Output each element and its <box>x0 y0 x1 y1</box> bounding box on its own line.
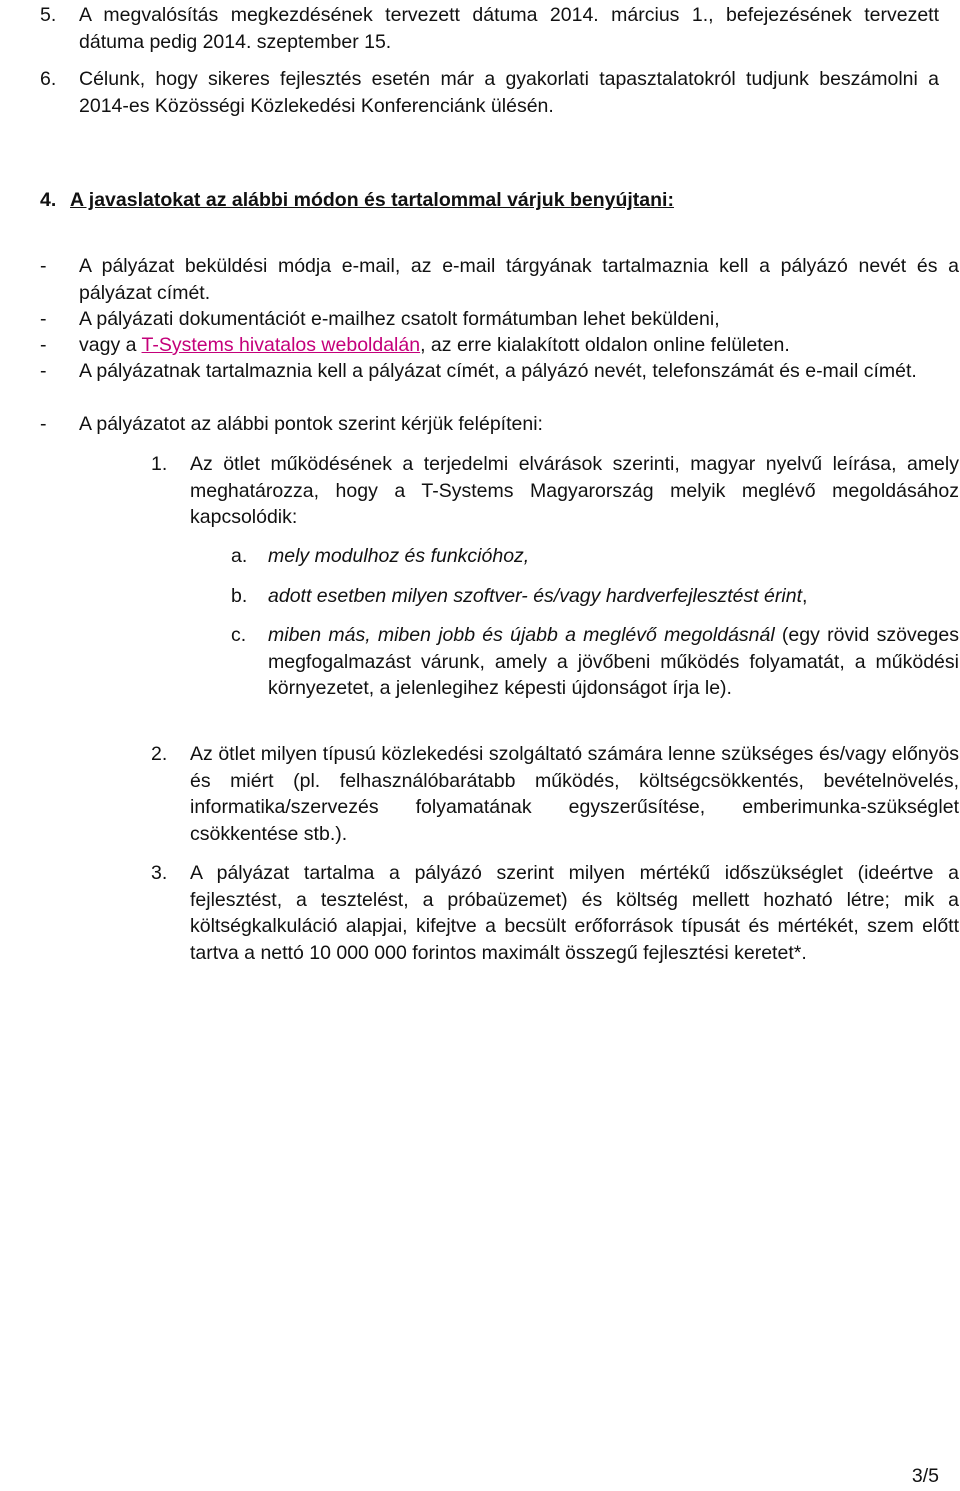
item-text: Célunk, hogy sikeres fejlesztés esetén már a gyakorlati tapasztalatokról tudjunk beszámolni a 2014-es Közösségi Közlekedési Konferenciánk ülésén. <box>79 68 939 117</box>
numbered-item-number: 3. <box>151 862 168 884</box>
bullet-dash: - <box>40 255 47 277</box>
bullet-dash: - <box>40 413 47 435</box>
lettered-item-text <box>268 583 959 610</box>
lettered-item-text <box>268 622 959 702</box>
numbered-item-text: Az ötlet működésének a terjedelmi elvárások szerinti, magyar nyelvű leírása, amely meghatározza, hogy a T-Systems Magyarország melyik meglévő megoldásához kapcsolódik: <box>190 453 959 528</box>
section-title: A javaslatokat az alábbi módon és tartalommal várjuk benyújtani: <box>70 189 674 211</box>
lettered-item-italic: mely modulhoz és funkcióhoz, <box>268 545 530 567</box>
bullet-dash: - <box>40 334 47 356</box>
lettered-item-letter: b. <box>231 585 248 607</box>
numbered-item-text: A pályázat tartalma a pályázó szerint milyen mértékű időszükséglet (ideértve a fejlesztést, a tesztelést, a próbaüzemet) és költség mellett hozható létre; mik a költségkalkuláció alapjai, kifejtve a becsült erőforrások típusát és mértékét, szem előtt tartva a nettó 10 000 000 forintos maximált összegű fejlesztési keretet*. <box>190 862 959 964</box>
tsystems-website-link[interactable]: T-Systems hivatalos weboldalán <box>141 334 421 356</box>
lettered-item-plain: , <box>801 585 808 607</box>
numbered-item-number: 2. <box>151 743 168 765</box>
lettered-item-text <box>268 543 959 570</box>
page-number: 3/5 <box>911 1465 939 1487</box>
bullet-text: A pályázatnak tartalmaznia kell a pályázat címét, a pályázó nevét, telefonszámát és e-mail címét. <box>79 360 917 382</box>
lettered-item-plain: (egy rövid szöveges megfogalmazást várunk, amely a jövőbeni működés folyamatát, a működési környezetet, a jelenlegihez képesti újdonságot írja le). <box>268 624 959 699</box>
lettered-item-italic: adott esetben milyen szoftver- és/vagy hardverfejlesztést érint <box>268 585 802 607</box>
bullet-dash: - <box>40 308 47 330</box>
item-number: 6. <box>40 68 57 90</box>
bullet-text-post: , az erre kialakított oldalon online felületen. <box>420 334 790 356</box>
item-text: A megvalósítás megkezdésének tervezett dátuma 2014. március 1., befejezésének tervezett dátuma pedig 2014. szeptember 15. <box>79 4 939 53</box>
item-number: 5. <box>40 4 57 26</box>
lettered-item-italic: miben más, miben jobb és újabb a meglévő megoldásnál <box>268 624 775 646</box>
bullet-text-pre: vagy a <box>79 334 142 356</box>
numbered-item-text: Az ötlet milyen típusú közlekedési szolgáltató számára lenne szükséges és/vagy előnyös és miért (pl. felhasználóbarátabb működés, költségcsökkentés, bevételnövelés, informatika/szervezés folyamatának egyszerűsítése, emberimunka-szükséglet csökkentése stb.). <box>190 743 959 845</box>
bullet-text: A pályázat beküldési módja e-mail, az e-mail tárgyának tartalmaznia kell a pályázó nevét és a pályázat címét. <box>79 255 959 304</box>
bullet-dash: - <box>40 360 47 382</box>
bullet-text: A pályázatot az alábbi pontok szerint kérjük felépíteni: <box>79 413 543 435</box>
bullet-text: A pályázati dokumentációt e-mailhez csatolt formátumban lehet beküldeni, <box>79 308 720 330</box>
bullet-text <box>79 332 959 359</box>
section-number: 4. <box>40 189 57 211</box>
lettered-item-letter: a. <box>231 545 248 567</box>
numbered-item-number: 1. <box>151 453 168 475</box>
lettered-item-letter: c. <box>231 624 247 646</box>
